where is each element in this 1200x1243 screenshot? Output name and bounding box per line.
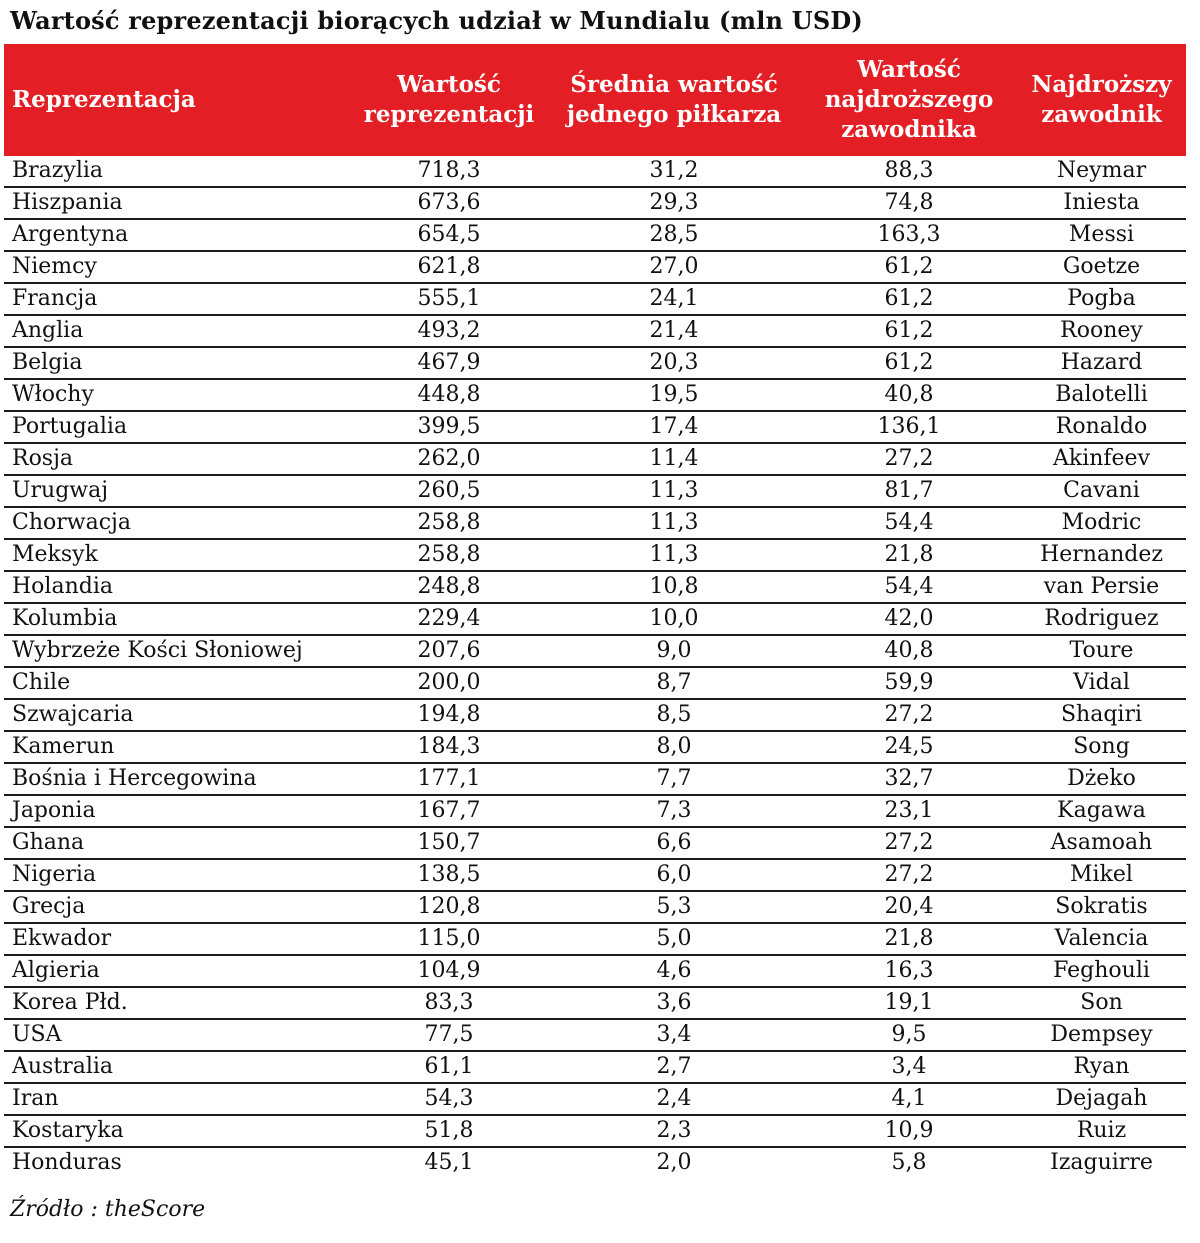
country-cell: Hiszpania [12,190,123,215]
country-cell: Kamerun [12,734,115,759]
top-player-cell: van Persie [1043,574,1160,599]
team-value-cell: 83,3 [424,990,474,1015]
top-player-cell: Hernandez [1040,542,1163,567]
country-cell: Chile [12,670,71,695]
average-value-cell: 24,1 [649,286,699,311]
country-cell: Rosja [12,446,74,471]
top-player-value-cell: 54,4 [884,574,934,599]
top-player-value-cell: 9,5 [891,1022,927,1047]
country-cell: Chorwacja [12,510,131,535]
country-cell: Ghana [12,830,85,855]
team-value-cell: 229,4 [417,606,481,631]
top-player-value-cell: 3,4 [891,1054,927,1079]
team-value-cell: 51,8 [424,1118,474,1143]
table-row [4,636,1186,668]
table-row [4,1116,1186,1148]
top-player-cell: Pogba [1067,286,1136,311]
country-cell: Algieria [12,958,100,983]
top-player-value-cell: 23,1 [884,798,934,823]
country-cell: Francja [12,286,98,311]
top-player-cell: Goetze [1062,254,1141,279]
average-value-cell: 2,7 [656,1054,692,1079]
average-value-cell: 3,4 [656,1022,692,1047]
country-cell: Honduras [12,1150,122,1175]
country-cell: Urugwaj [12,478,109,503]
average-value-cell: 7,3 [656,798,692,823]
country-cell: Anglia [12,318,84,343]
table-row [4,188,1186,220]
top-player-cell: Hazard [1060,350,1143,375]
header-average-player-value: Średnia wartość jednego piłkarza [566,71,782,128]
team-value-cell: 248,8 [417,574,481,599]
average-value-cell: 19,5 [649,382,699,407]
top-player-value-cell: 163,3 [877,222,941,247]
top-player-cell: Sokratis [1055,894,1148,919]
country-cell: Meksyk [12,542,98,567]
team-value-cell: 167,7 [417,798,481,823]
average-value-cell: 9,0 [656,638,692,663]
top-player-value-cell: 32,7 [884,766,934,791]
team-value-cell: 654,5 [417,222,481,247]
top-player-cell: Song [1073,734,1130,759]
top-player-cell: Ruiz [1076,1118,1127,1143]
top-player-value-cell: 27,2 [884,830,934,855]
average-value-cell: 6,6 [656,830,692,855]
top-player-value-cell: 61,2 [884,350,934,375]
team-value-cell: 448,8 [417,382,481,407]
average-value-cell: 28,5 [649,222,699,247]
table-row [4,412,1186,444]
average-value-cell: 3,6 [656,990,692,1015]
top-player-cell: Messi [1068,222,1135,247]
table-row [4,540,1186,572]
table-body [4,156,1186,1180]
average-value-cell: 10,8 [649,574,699,599]
team-value-cell: 45,1 [424,1150,474,1175]
top-player-value-cell: 61,2 [884,318,934,343]
table-row [4,860,1186,892]
average-value-cell: 5,3 [656,894,692,919]
top-player-value-cell: 40,8 [884,382,934,407]
top-player-cell: Asamoah [1050,830,1153,855]
top-player-cell: Dżeko [1067,766,1136,791]
average-value-cell: 5,0 [656,926,692,951]
top-player-value-cell: 40,8 [884,638,934,663]
average-value-cell: 11,3 [649,510,699,535]
country-cell: Grecja [12,894,86,919]
team-value-cell: 77,5 [424,1022,474,1047]
table-row [4,732,1186,764]
top-player-value-cell: 27,2 [884,862,934,887]
table-title: Wartość reprezentacji biorących udział w Mundialu (mln USD) [10,6,863,35]
table-row [4,828,1186,860]
table-row [4,380,1186,412]
country-cell: Belgia [12,350,83,375]
top-player-cell: Rooney [1060,318,1143,343]
country-cell: Korea Płd. [12,990,128,1015]
top-player-cell: Son [1080,990,1123,1015]
team-value-cell: 61,1 [424,1054,474,1079]
country-cell: Iran [12,1086,59,1111]
top-player-cell: Ryan [1073,1054,1130,1079]
team-value-cell: 104,9 [417,958,481,983]
top-player-value-cell: 81,7 [884,478,934,503]
country-cell: Japonia [12,798,96,823]
country-cell: Holandia [12,574,113,599]
country-cell: Ekwador [12,926,112,951]
table-row [4,476,1186,508]
top-player-value-cell: 74,8 [884,190,934,215]
team-value-cell: 718,3 [417,158,481,183]
top-player-cell: Ronaldo [1055,414,1148,439]
average-value-cell: 17,4 [649,414,699,439]
team-value-cell: 120,8 [417,894,481,919]
team-value-cell: 467,9 [417,350,481,375]
country-cell: Bośnia i Hercegowina [12,766,257,791]
team-value-cell: 493,2 [417,318,481,343]
country-cell: Kostaryka [12,1118,124,1143]
average-value-cell: 4,6 [656,958,692,983]
country-cell: Wybrzeże Kości Słoniowej [12,638,303,663]
country-cell: Argentyna [12,222,129,247]
country-cell: USA [12,1022,62,1047]
average-value-cell: 2,3 [656,1118,692,1143]
top-player-cell: Neymar [1056,158,1147,183]
table-row [4,892,1186,924]
country-cell: Portugalia [12,414,128,439]
top-player-cell: Dejagah [1055,1086,1148,1111]
country-cell: Włochy [12,382,94,407]
top-player-value-cell: 54,4 [884,510,934,535]
table-row [4,764,1186,796]
top-player-cell: Valencia [1054,926,1149,951]
table-row [4,316,1186,348]
top-player-cell: Akinfeev [1052,446,1151,471]
table-row [4,508,1186,540]
team-value-cell: 54,3 [424,1086,474,1111]
team-value-cell: 138,5 [417,862,481,887]
table-row [4,924,1186,956]
top-player-cell: Cavani [1063,478,1140,503]
top-player-value-cell: 136,1 [877,414,941,439]
top-player-value-cell: 61,2 [884,286,934,311]
table-row [4,956,1186,988]
team-value-cell: 262,0 [417,446,481,471]
team-value-cell: 207,6 [417,638,481,663]
table-row [4,1148,1186,1180]
top-player-value-cell: 10,9 [884,1118,934,1143]
table-row [4,284,1186,316]
average-value-cell: 8,0 [656,734,692,759]
top-player-value-cell: 5,8 [891,1150,927,1175]
table-row [4,252,1186,284]
top-player-value-cell: 59,9 [884,670,934,695]
top-player-value-cell: 4,1 [891,1086,927,1111]
top-player-value-cell: 61,2 [884,254,934,279]
table-row [4,988,1186,1020]
top-player-value-cell: 21,8 [884,926,934,951]
top-player-cell: Iniesta [1063,190,1140,215]
country-cell: Szwajcaria [12,702,134,727]
top-player-value-cell: 20,4 [884,894,934,919]
table-row [4,156,1186,188]
team-value-cell: 673,6 [417,190,481,215]
top-player-cell: Dempsey [1050,1022,1153,1047]
table-row [4,444,1186,476]
top-player-value-cell: 16,3 [884,958,934,983]
table-row [4,348,1186,380]
header-country: Reprezentacja [12,86,196,113]
top-player-value-cell: 19,1 [884,990,934,1015]
average-value-cell: 11,4 [649,446,699,471]
country-cell: Nigeria [12,862,97,887]
country-cell: Kolumbia [12,606,118,631]
top-player-cell: Toure [1069,638,1134,663]
average-value-cell: 10,0 [649,606,699,631]
top-player-value-cell: 27,2 [884,446,934,471]
source-note: Źródło : theScore [10,1197,206,1222]
country-cell: Brazylia [12,158,104,183]
table-header [4,44,1186,156]
table-row [4,1084,1186,1116]
average-value-cell: 6,0 [656,862,692,887]
average-value-cell: 2,4 [656,1086,692,1111]
table-row [4,796,1186,828]
team-value-cell: 115,0 [417,926,481,951]
top-player-cell: Vidal [1073,670,1130,695]
average-value-cell: 31,2 [649,158,699,183]
top-player-value-cell: 21,8 [884,542,934,567]
team-value-cell: 150,7 [417,830,481,855]
team-value-cell: 399,5 [417,414,481,439]
average-value-cell: 7,7 [656,766,692,791]
average-value-cell: 20,3 [649,350,699,375]
team-value-cell: 260,5 [417,478,481,503]
average-value-cell: 11,3 [649,542,699,567]
average-value-cell: 2,0 [656,1150,692,1175]
table-row [4,1052,1186,1084]
team-value-cell: 621,8 [417,254,481,279]
top-player-cell: Mikel [1070,862,1133,887]
table-row [4,668,1186,700]
top-player-value-cell: 88,3 [884,158,934,183]
top-player-cell: Kagawa [1057,798,1146,823]
header-top-player-value: Wartość najdroższego zawodnika [824,56,994,143]
team-value-cell: 177,1 [417,766,481,791]
average-value-cell: 21,4 [649,318,699,343]
header-team-value: Wartość reprezentacji [363,71,535,128]
top-player-cell: Feghouli [1053,958,1150,983]
table-row [4,572,1186,604]
top-player-cell: Balotelli [1055,382,1148,407]
top-player-value-cell: 24,5 [884,734,934,759]
top-player-cell: Shaqiri [1060,702,1143,727]
team-value-cell: 194,8 [417,702,481,727]
country-cell: Niemcy [12,254,97,279]
top-player-cell: Rodriguez [1044,606,1159,631]
table-row [4,220,1186,252]
table-row [4,700,1186,732]
average-value-cell: 8,5 [656,702,692,727]
average-value-cell: 11,3 [649,478,699,503]
top-player-cell: Modric [1061,510,1142,535]
average-value-cell: 27,0 [649,254,699,279]
team-value-cell: 184,3 [417,734,481,759]
team-value-cell: 555,1 [417,286,481,311]
top-player-cell: Izaguirre [1050,1150,1153,1175]
top-player-value-cell: 27,2 [884,702,934,727]
team-value-cell: 258,8 [417,510,481,535]
country-cell: Australia [12,1054,114,1079]
team-value-cell: 258,8 [417,542,481,567]
average-value-cell: 8,7 [656,670,692,695]
header-top-player: Najdroższy zawodnik [1031,71,1172,128]
team-value-cell: 200,0 [417,670,481,695]
table-row [4,604,1186,636]
average-value-cell: 29,3 [649,190,699,215]
table-row [4,1020,1186,1052]
top-player-value-cell: 42,0 [884,606,934,631]
